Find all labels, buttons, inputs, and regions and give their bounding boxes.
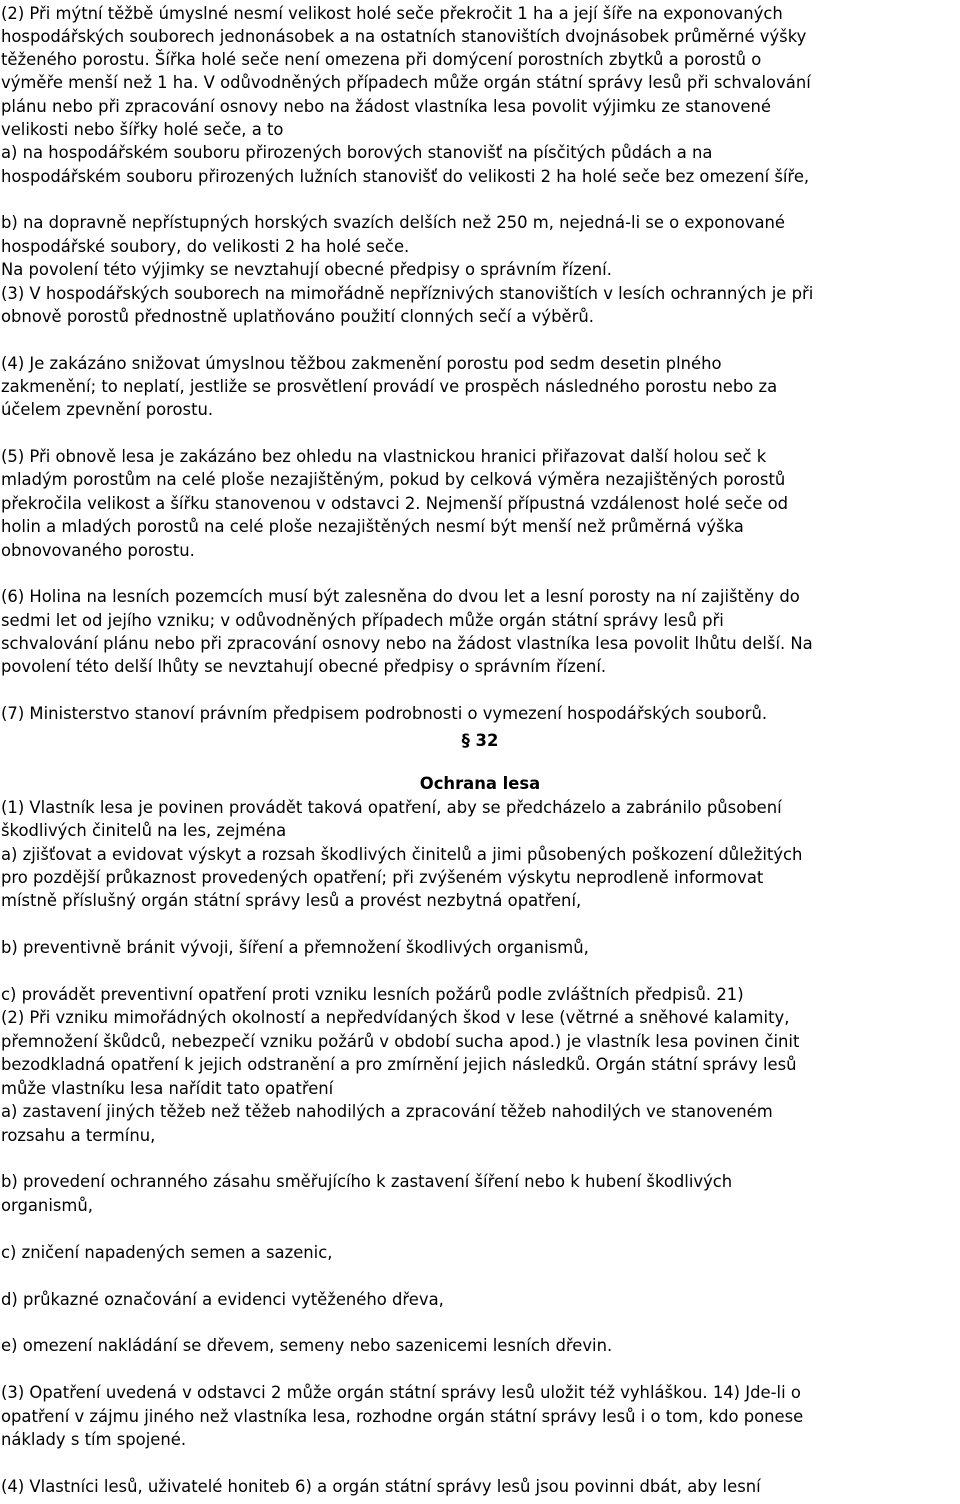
text-line: (1) Vlastník lesa je povinen provádět taková opatření, aby se předcházelo a zabránilo působení <box>1 798 782 817</box>
text-line: organismů, <box>1 1196 93 1215</box>
text-line: b) na dopravně nepřístupných horských svazích delších než 250 m, nejedná-li se o exponované <box>1 213 785 232</box>
text-line: holin a mladých porostů na celé ploše nezajištěných nesmí být menší než průměrná výška <box>1 517 744 536</box>
text-line: (7) Ministerstvo stanoví právním předpisem podrobnosti o vymezení hospodářských souborů. <box>1 704 768 723</box>
text-line: c) zničení napadených semen a sazenic, <box>1 1243 333 1262</box>
text-line: a) zjišťovat a evidovat výskyt a rozsah škodlivých činitelů a jimi působených poškození důležitých <box>1 845 803 864</box>
text-line: rozsahu a termínu, <box>1 1126 156 1145</box>
text-line: obnovovaného porostu. <box>1 541 195 560</box>
text-line: b) preventivně bránit vývoji, šíření a přemnožení škodlivých organismů, <box>1 938 589 957</box>
text-line: bezodkladná opatření k jejich odstranění a pro zmírnění jejich následků. Orgán státní správy lesů <box>1 1055 797 1074</box>
text-line: (3) Opatření uvedená v odstavci 2 může orgán státní správy lesů uložit též vyhláškou. 14) Jde-li o <box>1 1383 801 1402</box>
text-line: schvalování plánu nebo při zpracování osnovy nebo na žádost vlastníka lesa povolit lhůtu delší. Na <box>1 634 813 653</box>
text-line: (2) Při mýtní těžbě úmyslné nesmí velikost holé seče překročit 1 ha a její šíře na exponovaných <box>1 4 783 23</box>
text-line: zakmenění; to neplatí, jestliže se prosvětlení provádí ve prospěch následného porostu nebo za <box>1 377 778 396</box>
text-line: Na povolení této výjimky se nevztahují obecné předpisy o správním řízení. <box>1 260 612 279</box>
text-line: škodlivých činitelů na les, zejména <box>1 821 287 840</box>
text-line: překročila velikost a šířku stanovenou v odstavci 2. Nejmenší přípustná vzdálenost holé seče od <box>1 494 789 513</box>
text-line: obnově porostů přednostně uplatňováno použití clonných sečí a výběrů. <box>1 307 594 326</box>
text-line: (3) V hospodářských souborech na mimořádně nepříznivých stanovištích v lesích ochranných je při <box>1 284 814 303</box>
text-line: místně příslušný orgán státní správy lesů a provést nezbytná opatření, <box>1 891 582 910</box>
text-line: účelem zpevnění porostu. <box>1 400 214 419</box>
text-line: hospodářském souboru přirozených lužních stanovišť do velikosti 2 ha holé seče bez omezení šíře, <box>1 167 810 186</box>
text-line: pro pozdější průkaznost provedených opatření; při zvýšeném výskytu neprodleně informovat <box>1 868 764 887</box>
text-line: hospodářské soubory, do velikosti 2 ha holé seče. <box>1 237 410 256</box>
text-line: e) omezení nakládání se dřevem, semeny nebo sazenicemi lesních dřevin. <box>1 1336 613 1355</box>
text-line: (5) Při obnově lesa je zakázáno bez ohledu na vlastnickou hranici přiřazovat další holou seč k <box>1 447 767 466</box>
text-line: (2) Při vzniku mimořádných okolností a nepředvídaných škod v lese (větrné a sněhové kalamity, <box>1 1008 790 1027</box>
text-line: mladým porostům na celé ploše nezajištěným, pokud by celková výměra nezajištěných porostů <box>1 470 786 489</box>
text-line: výměře menší než 1 ha. V odůvodněných případech může orgán státní správy lesů při schvalování <box>1 73 811 92</box>
text-line: hospodářských souborech jednonásobek a na ostatních stanovištích dvojnásobek průměrné výšky <box>1 27 807 46</box>
section-title: Ochrana lesa <box>419 774 541 793</box>
text-line: těženého porostu. Šířka holé seče není omezena při domýcení porostních zbytků a porostů o <box>1 50 762 69</box>
text-line: náklady s tím spojené. <box>1 1430 187 1449</box>
text-line: sedmi let od jejího vzniku; v odůvodněných případech může orgán státní správy lesů při <box>1 611 724 630</box>
text-line: b) provedení ochranného zásahu směřujícího k zastavení šíření nebo k hubení škodlivých <box>1 1172 733 1191</box>
text-line: velikosti nebo šířky holé seče, a to <box>1 120 284 139</box>
text-line: přemnožení škůdců, nebezpečí vzniku požárů v období sucha apod.) je vlastník lesa povinen činit <box>1 1032 800 1051</box>
text-line: c) provádět preventivní opatření proti vzniku lesních požárů podle zvláštních předpisů. 21) <box>1 985 744 1004</box>
text-line: povolení této delší lhůty se nevztahují obecné předpisy o správním řízení. <box>1 657 607 676</box>
text-line: a) zastavení jiných těžeb než těžeb nahodilých a zpracování těžeb nahodilých ve stanoveném <box>1 1102 773 1121</box>
text-line: opatření v zájmu jiného než vlastníka lesa, rozhodne orgán státní správy lesů i o tom, kdo ponese <box>1 1407 804 1426</box>
text-line: (4) Vlastníci lesů, uživatelé honiteb 6) a orgán státní správy lesů jsou povinni dbát, aby lesní <box>1 1477 761 1496</box>
text-line: plánu nebo při zpracování osnovy nebo na žádost vlastníka lesa povolit výjimku ze stanovené <box>1 97 771 116</box>
text-line: d) průkazné označování a evidenci vytěženého dřeva, <box>1 1290 444 1309</box>
text-line: (6) Holina na lesních pozemcích musí být zalesněna do dvou let a lesní porosty na ní zajištěny do <box>1 587 800 606</box>
text-line: a) na hospodářském souboru přirozených borových stanovišť na písčitých půdách a na <box>1 143 713 162</box>
text-line: (4) Je zakázáno snižovat úmyslnou těžbou zakmenění porostu pod sedm desetin plného <box>1 354 722 373</box>
text-line: může vlastníku lesa nařídit tato opatření <box>1 1079 334 1098</box>
section-number: § 32 <box>461 731 499 750</box>
